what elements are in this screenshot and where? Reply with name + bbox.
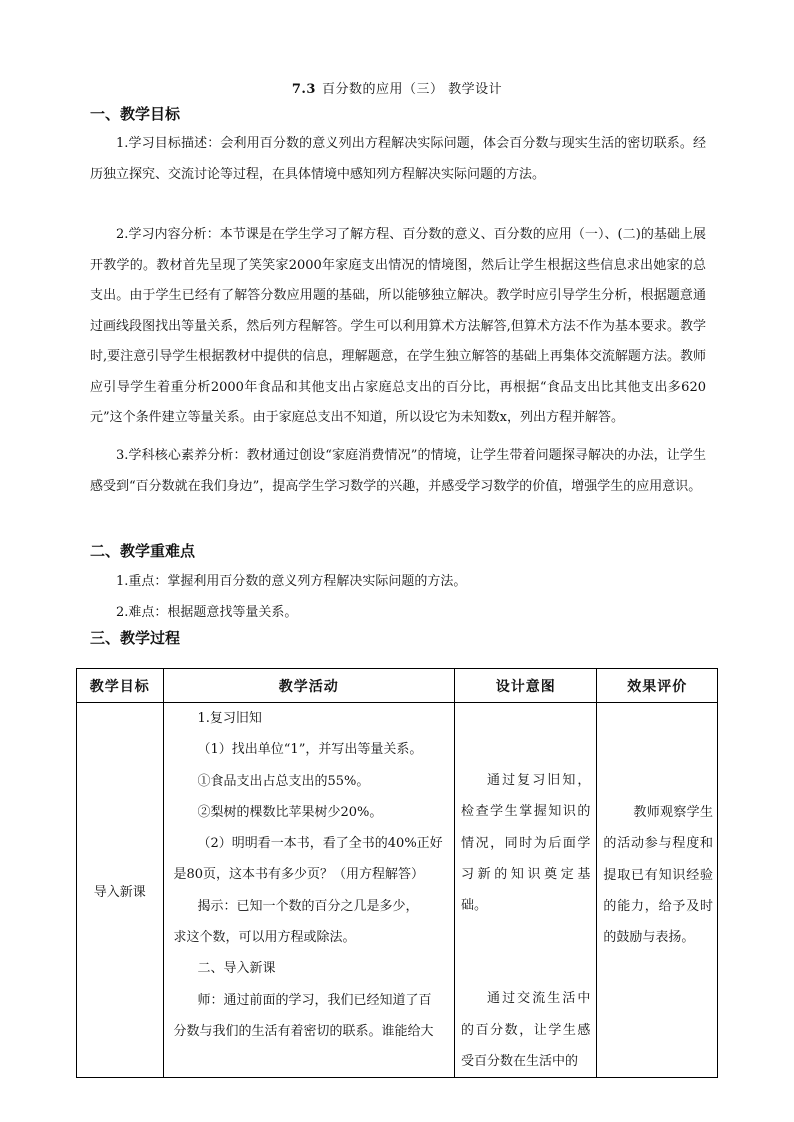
- header-evaluation: 效果评价: [597, 669, 718, 703]
- cell-activity: [163, 703, 455, 1078]
- intent-review: 通过复习旧知，检查学生掌握知识的情况，同时为后面学习新的知识奠定基础。: [461, 773, 591, 914]
- lesson-table: [76, 668, 718, 1078]
- paragraph-literacy-analysis: 3.学科核心素养分析：教材通过创设“家庭消费情况”的情境，让学生带着问题探寻解决的办法，让学生感受到“百分数就在我们身边”，提高学生学习数学的兴趣，并感受学习数学的价值，增强学生的应用意识。: [90, 448, 706, 494]
- activity-line: 二、导入新课: [197, 961, 276, 977]
- paragraph-goal-description: 1.学习目标描述：会利用百分数的意义列出方程解决实际问题，体会百分数与现实生活的密切联系。经历独立探究、交流讨论等过程，在具体情境中感知列方程解决实际问题的方法。: [90, 136, 706, 182]
- cell-evaluation: [597, 703, 718, 1078]
- table-row: [77, 703, 718, 1078]
- section-heading-process: 三、教学过程: [90, 629, 181, 647]
- activity-line: ①食品支出占总支出的55%。: [197, 773, 370, 789]
- cell-goal: [77, 703, 164, 1078]
- section-heading-goals: 一、教学目标: [90, 105, 181, 123]
- activity-line: （1）找出单位“1”，并写出等量关系。: [197, 742, 423, 758]
- activity-line: ②梨树的棵数比苹果树少20%。: [197, 804, 383, 820]
- header-activity: 教学活动: [163, 669, 455, 703]
- section-heading-key-points: 二、教学重难点: [90, 542, 196, 560]
- activity-line: 求这个数，可以用方程或除法。: [173, 930, 356, 946]
- cell-intent: [455, 703, 597, 1078]
- activity-line: 师：通过前面的学习，我们已经知道了百: [197, 992, 432, 1008]
- activity-line: 是80页，这本书有多少页？（用方程解答）: [173, 867, 425, 883]
- evaluation-text: 教师观察学生的活动参与程度和提取已有知识经验的能力，给予及时的鼓励与表扬。: [603, 805, 713, 946]
- difficulty-line: 2.难点：根据题意找等量关系。: [116, 605, 298, 620]
- page-title: [0, 78, 794, 97]
- title-text: 百分数的应用（三） 教学设计: [321, 82, 503, 97]
- header-intent: 设计意图: [455, 669, 597, 703]
- header-goal: 教学目标: [77, 669, 164, 703]
- activity-line: （2）明明看一本书，看了全书的40%正好: [197, 836, 443, 852]
- goal-label: 导入新课: [93, 884, 146, 900]
- table-header-row: [77, 669, 718, 703]
- activity-line: 1.复习旧知: [197, 711, 262, 726]
- key-point-line: 1.重点：掌握利用百分数的意义列方程解决实际问题的方法。: [116, 574, 467, 589]
- activity-line: 分数与我们的生活有着密切的联系。谁能给大: [173, 1023, 434, 1039]
- intent-exchange: 通过交流生活中的百分数，让学生感受百分数在生活中的: [461, 991, 591, 1070]
- paragraph-content-analysis: 2.学习内容分析：本节课是在学生学习了解方程、百分数的意义、百分数的应用（一）、(二)的基础上展开教学的。教材首先呈现了笑笑家2000年家庭支出情况的情境图，然后让学生根据这些信息求出她家的总支出。由于学生已经有了解答分数应用题的基础，所以能够独立解决。教学时应引导学生分析，根据题意通过画线段图找出等量关系，然后列方程解答。学生可以利用算术方法解答,但算术方法不作为基本要求。教学时,要注意引导学生根据教材中提供的信息，理解题意，在学生独立解答的基础上再集体交流解题方法。教师应引导学生着重分析2000年食品和其他支出占家庭总支出的百分比，再根据“食品支出比其他支出多620元”这个条件建立等量关系。由于家庭总支出不知道，所以设它为未知数x，列出方程并解答。: [90, 227, 706, 425]
- activity-line: 揭示：已知一个数的百分之几是多少，: [197, 898, 419, 914]
- title-number: 7.3: [291, 82, 316, 97]
